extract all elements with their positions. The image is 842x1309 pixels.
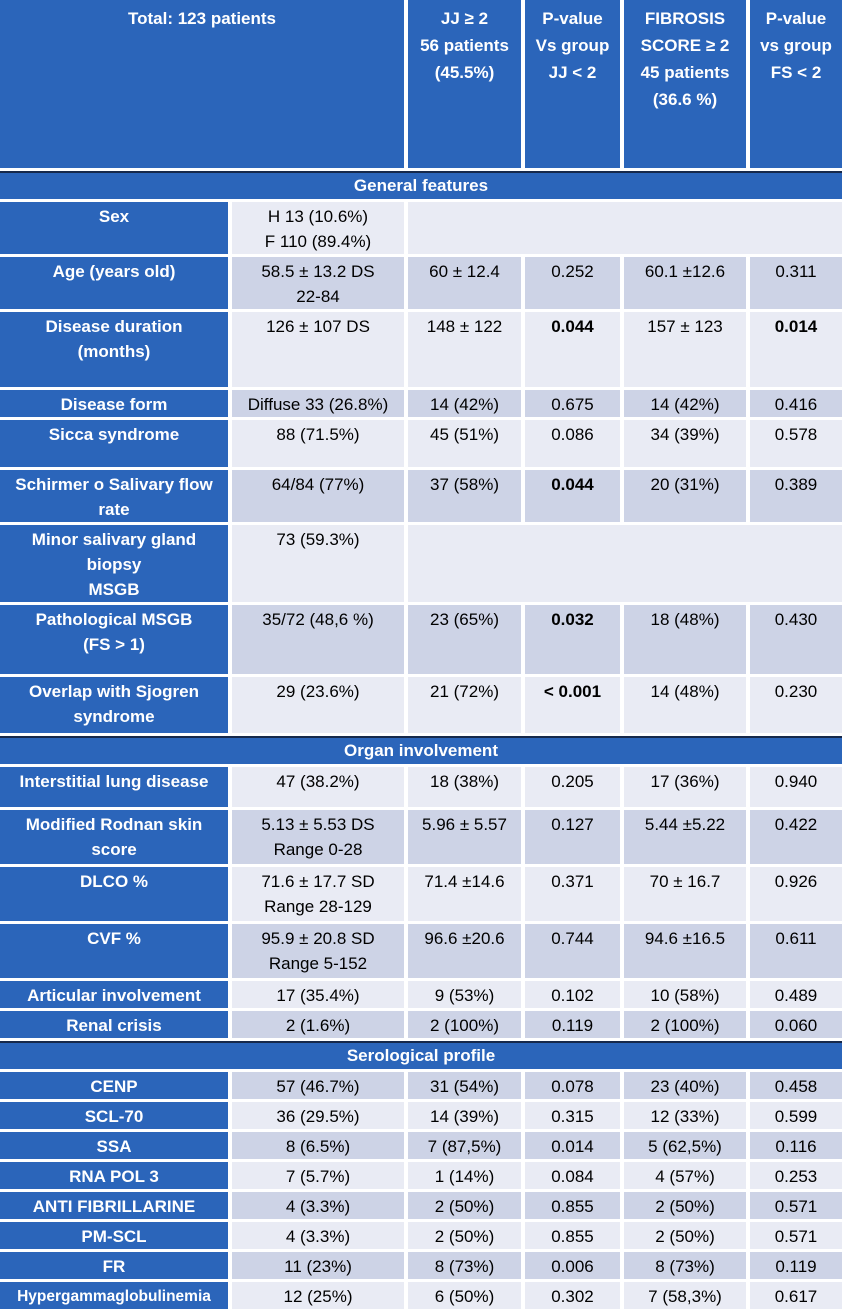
fibrosis-cell: 5 (62,5%) — [624, 1132, 746, 1159]
table-row — [0, 1132, 842, 1159]
row-label: Sex — [0, 202, 228, 254]
fibrosis-cell: 70 ± 16.7 — [624, 867, 746, 921]
total-cell: 71.6 ± 17.7 SD Range 28-129 — [232, 867, 404, 921]
table-row — [0, 202, 842, 254]
total-cell: 88 (71.5%) — [232, 420, 404, 467]
row-label: SSA — [0, 1132, 228, 1159]
pvalue-jj-cell: 0.252 — [525, 257, 620, 309]
row-label: Schirmer o Salivary flow rate — [0, 470, 228, 522]
row-label: Articular involvement — [0, 981, 228, 1008]
fibrosis-cell: 18 (48%) — [624, 605, 746, 674]
jj-cell: 8 (73%) — [408, 1252, 521, 1279]
pvalue-jj-cell: 0.084 — [525, 1162, 620, 1189]
pvalue-fs-cell: 0.116 — [750, 1132, 842, 1159]
merged-empty-cell — [408, 202, 842, 254]
row-label: Modified Rodnan skin score — [0, 810, 228, 864]
jj-cell: 45 (51%) — [408, 420, 521, 467]
total-cell: 4 (3.3%) — [232, 1192, 404, 1219]
pvalue-fs-cell: 0.571 — [750, 1222, 842, 1249]
pvalue-fs-cell: 0.458 — [750, 1072, 842, 1099]
pvalue-jj-cell: 0.855 — [525, 1192, 620, 1219]
fibrosis-cell: 8 (73%) — [624, 1252, 746, 1279]
fibrosis-cell: 2 (50%) — [624, 1192, 746, 1219]
table-row — [0, 867, 842, 921]
table-row — [0, 1162, 842, 1189]
table-row — [0, 810, 842, 864]
jj-cell: 37 (58%) — [408, 470, 521, 522]
pvalue-fs-cell: 0.014 — [750, 312, 842, 387]
pvalue-jj-cell: 0.032 — [525, 605, 620, 674]
pvalue-jj-cell: < 0.001 — [525, 677, 620, 733]
jj-cell: 14 (42%) — [408, 390, 521, 417]
pvalue-jj-cell: 0.302 — [525, 1282, 620, 1309]
jj-cell: 6 (50%) — [408, 1282, 521, 1309]
table-header-row — [0, 0, 842, 168]
pvalue-jj-cell: 0.014 — [525, 1132, 620, 1159]
total-cell: 73 (59.3%) — [232, 525, 404, 602]
pvalue-jj-cell: 0.044 — [525, 312, 620, 387]
row-label: Disease form — [0, 390, 228, 417]
pvalue-jj-cell: 0.102 — [525, 981, 620, 1008]
fibrosis-cell: 23 (40%) — [624, 1072, 746, 1099]
total-cell: 126 ± 107 DS — [232, 312, 404, 387]
table-row — [0, 767, 842, 807]
jj-cell: 21 (72%) — [408, 677, 521, 733]
header-fibrosis-group: FIBROSIS SCORE ≥ 2 45 patients (36.6 %) — [624, 0, 746, 168]
jj-cell: 7 (87,5%) — [408, 1132, 521, 1159]
fibrosis-cell: 17 (36%) — [624, 767, 746, 807]
row-label: PM-SCL — [0, 1222, 228, 1249]
row-label: Renal crisis — [0, 1011, 228, 1038]
pvalue-fs-cell: 0.611 — [750, 924, 842, 978]
jj-cell: 5.96 ± 5.57 — [408, 810, 521, 864]
jj-cell: 9 (53%) — [408, 981, 521, 1008]
pvalue-fs-cell: 0.422 — [750, 810, 842, 864]
jj-cell: 2 (50%) — [408, 1222, 521, 1249]
pvalue-fs-cell: 0.230 — [750, 677, 842, 733]
section-title: Serological profile — [0, 1041, 842, 1069]
pvalue-jj-cell: 0.371 — [525, 867, 620, 921]
total-cell: 5.13 ± 5.53 DS Range 0-28 — [232, 810, 404, 864]
total-cell: 35/72 (48,6 %) — [232, 605, 404, 674]
pvalue-jj-cell: 0.205 — [525, 767, 620, 807]
table-body — [0, 171, 842, 1309]
total-cell: 64/84 (77%) — [232, 470, 404, 522]
pvalue-fs-cell: 0.416 — [750, 390, 842, 417]
table-row — [0, 525, 842, 602]
header-jj-group: JJ ≥ 2 56 patients (45.5%) — [408, 0, 521, 168]
table-row — [0, 924, 842, 978]
total-cell: 11 (23%) — [232, 1252, 404, 1279]
total-cell: 7 (5.7%) — [232, 1162, 404, 1189]
pvalue-fs-cell: 0.119 — [750, 1252, 842, 1279]
row-label: Disease duration (months) — [0, 312, 228, 387]
row-label: Pathological MSGB (FS > 1) — [0, 605, 228, 674]
pvalue-fs-cell: 0.489 — [750, 981, 842, 1008]
row-label: SCL-70 — [0, 1102, 228, 1129]
pvalue-fs-cell: 0.940 — [750, 767, 842, 807]
fibrosis-cell: 157 ± 123 — [624, 312, 746, 387]
row-label: ANTI FIBRILLARINE — [0, 1192, 228, 1219]
row-label: DLCO % — [0, 867, 228, 921]
table-row — [0, 1222, 842, 1249]
total-cell: 36 (29.5%) — [232, 1102, 404, 1129]
fibrosis-cell: 12 (33%) — [624, 1102, 746, 1129]
jj-cell: 96.6 ±20.6 — [408, 924, 521, 978]
table-row — [0, 981, 842, 1008]
total-cell: 47 (38.2%) — [232, 767, 404, 807]
total-cell: H 13 (10.6%) F 110 (89.4%) — [232, 202, 404, 254]
table-row — [0, 470, 842, 522]
table-row — [0, 1192, 842, 1219]
fibrosis-cell: 34 (39%) — [624, 420, 746, 467]
total-cell: 58.5 ± 13.2 DS 22-84 — [232, 257, 404, 309]
pvalue-fs-cell: 0.599 — [750, 1102, 842, 1129]
pvalue-fs-cell: 0.253 — [750, 1162, 842, 1189]
pvalue-jj-cell: 0.744 — [525, 924, 620, 978]
pvalue-fs-cell: 0.060 — [750, 1011, 842, 1038]
fibrosis-cell: 14 (48%) — [624, 677, 746, 733]
pvalue-jj-cell: 0.119 — [525, 1011, 620, 1038]
fibrosis-cell: 4 (57%) — [624, 1162, 746, 1189]
section-title: Organ involvement — [0, 736, 842, 764]
table-row — [0, 605, 842, 674]
pvalue-jj-cell: 0.855 — [525, 1222, 620, 1249]
pvalue-fs-cell: 0.578 — [750, 420, 842, 467]
pvalue-jj-cell: 0.078 — [525, 1072, 620, 1099]
total-cell: 2 (1.6%) — [232, 1011, 404, 1038]
row-label: CENP — [0, 1072, 228, 1099]
jj-cell: 2 (50%) — [408, 1192, 521, 1219]
jj-cell: 1 (14%) — [408, 1162, 521, 1189]
pvalue-fs-cell: 0.389 — [750, 470, 842, 522]
row-label: FR — [0, 1252, 228, 1279]
row-label: RNA POL 3 — [0, 1162, 228, 1189]
pvalue-jj-cell: 0.006 — [525, 1252, 620, 1279]
total-cell: 4 (3.3%) — [232, 1222, 404, 1249]
pvalue-jj-cell: 0.315 — [525, 1102, 620, 1129]
table-row — [0, 1282, 842, 1309]
jj-cell: 18 (38%) — [408, 767, 521, 807]
table-row — [0, 1252, 842, 1279]
total-cell: 8 (6.5%) — [232, 1132, 404, 1159]
merged-empty-cell — [408, 525, 842, 602]
total-cell: 95.9 ± 20.8 SD Range 5-152 — [232, 924, 404, 978]
row-label: Age (years old) — [0, 257, 228, 309]
fibrosis-cell: 2 (50%) — [624, 1222, 746, 1249]
header-pvalue-jj: P-value Vs group JJ < 2 — [525, 0, 620, 168]
total-cell: Diffuse 33 (26.8%) — [232, 390, 404, 417]
header-total-patients: Total: 123 patients — [0, 0, 404, 168]
fibrosis-cell: 10 (58%) — [624, 981, 746, 1008]
jj-cell: 2 (100%) — [408, 1011, 521, 1038]
row-label: Hypergammaglobulinemia — [0, 1282, 228, 1309]
row-label: Sicca syndrome — [0, 420, 228, 467]
table-row — [0, 257, 842, 309]
jj-cell: 71.4 ±14.6 — [408, 867, 521, 921]
jj-cell: 14 (39%) — [408, 1102, 521, 1129]
total-cell: 12 (25%) — [232, 1282, 404, 1309]
pvalue-jj-cell: 0.086 — [525, 420, 620, 467]
pvalue-jj-cell: 0.044 — [525, 470, 620, 522]
fibrosis-cell: 2 (100%) — [624, 1011, 746, 1038]
pvalue-jj-cell: 0.675 — [525, 390, 620, 417]
fibrosis-cell: 60.1 ±12.6 — [624, 257, 746, 309]
table-row — [0, 390, 842, 417]
total-cell: 29 (23.6%) — [232, 677, 404, 733]
pvalue-jj-cell: 0.127 — [525, 810, 620, 864]
total-cell: 57 (46.7%) — [232, 1072, 404, 1099]
pvalue-fs-cell: 0.926 — [750, 867, 842, 921]
row-label: Interstitial lung disease — [0, 767, 228, 807]
table-row — [0, 1102, 842, 1129]
total-cell: 17 (35.4%) — [232, 981, 404, 1008]
section-title: General features — [0, 171, 842, 199]
table-row — [0, 312, 842, 387]
pvalue-fs-cell: 0.311 — [750, 257, 842, 309]
table-row — [0, 1072, 842, 1099]
jj-cell: 23 (65%) — [408, 605, 521, 674]
pvalue-fs-cell: 0.430 — [750, 605, 842, 674]
pvalue-fs-cell: 0.571 — [750, 1192, 842, 1219]
jj-cell: 31 (54%) — [408, 1072, 521, 1099]
row-label: Overlap with Sjogren syndrome — [0, 677, 228, 733]
jj-cell: 60 ± 12.4 — [408, 257, 521, 309]
fibrosis-cell: 20 (31%) — [624, 470, 746, 522]
jj-cell: 148 ± 122 — [408, 312, 521, 387]
table-row — [0, 1011, 842, 1038]
fibrosis-cell: 7 (58,3%) — [624, 1282, 746, 1309]
row-label: Minor salivary gland biopsy MSGB — [0, 525, 228, 602]
table-row — [0, 677, 842, 733]
pvalue-fs-cell: 0.617 — [750, 1282, 842, 1309]
table-row — [0, 420, 842, 467]
fibrosis-cell: 5.44 ±5.22 — [624, 810, 746, 864]
header-pvalue-fs: P-value vs group FS < 2 — [750, 0, 842, 168]
fibrosis-cell: 94.6 ±16.5 — [624, 924, 746, 978]
row-label: CVF % — [0, 924, 228, 978]
fibrosis-cell: 14 (42%) — [624, 390, 746, 417]
